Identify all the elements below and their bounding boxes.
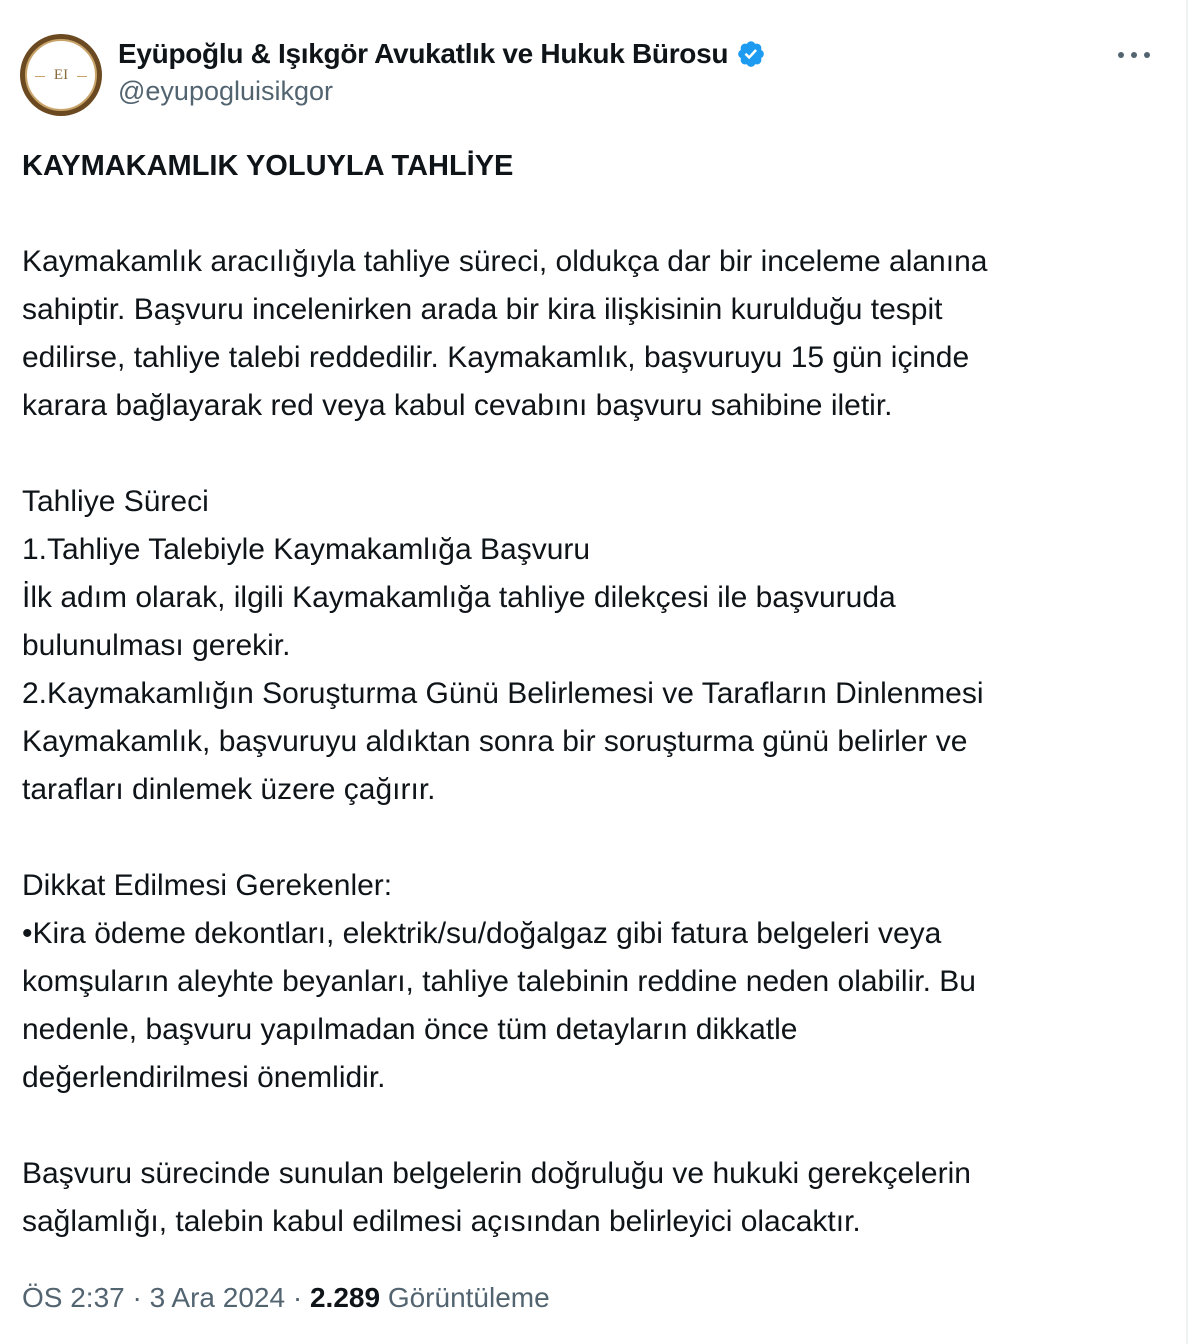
tweet-text [22, 142, 1172, 1246]
tweet-title: KAYMAKAMLIK YOLUYLA TAHLİYE [22, 150, 514, 182]
tweet-line [22, 1102, 1172, 1150]
tweet-line: Tahliye Süreci [22, 485, 209, 518]
verified-badge-icon[interactable] [736, 39, 766, 69]
tweet-line: 2.Kaymakamlığın Soruşturma Günü Belirlemesi ve Tarafların Dinlenmesi [22, 677, 984, 710]
meta-separator: · [285, 1282, 310, 1313]
tweet-date[interactable]: 3 Ara 2024 [149, 1282, 286, 1313]
avatar-decoration [77, 76, 87, 77]
tweet-line: Kaymakamlık aracılığıyla tahliye süreci, oldukça dar bir inceleme alanına [22, 245, 988, 278]
tweet-line: karara bağlayarak red veya kabul cevabını başvuru sahibine iletir. [22, 389, 893, 422]
tweet-line: Kaymakamlık, başvuruyu aldıktan sonra bir soruşturma günü belirler ve [22, 725, 968, 758]
blank-line [22, 190, 1172, 238]
author-handle[interactable]: @eyupogluisikgor [118, 76, 334, 106]
views-label: Görüntüleme [387, 1282, 550, 1313]
tweet-meta [22, 1276, 550, 1320]
avatar-monogram: EI [53, 66, 69, 83]
dot [1144, 52, 1150, 58]
views-count: 2.289 [309, 1282, 381, 1313]
tweet-line: edilirse, tahliye talebi reddedilir. Kaymakamlık, başvuruyu 15 gün içinde [22, 341, 970, 374]
avatar-ring [25, 39, 97, 111]
tweet-line: tarafları dinlemek üzere çağırır. [22, 773, 436, 806]
author-name-row [118, 34, 766, 74]
tweet-line: bulunulması gerekir. [22, 629, 291, 662]
tweet-line: Dikkat Edilmesi Gerekenler: [22, 869, 393, 902]
tweet-line: nedenle, başvuru yapılmadan önce tüm detayların dikkatle [22, 1013, 798, 1046]
author-display-name[interactable]: Eyüpoğlu & Işıkgör Avukatlık ve Hukuk Bürosu [118, 38, 729, 69]
avatar-decoration [35, 76, 45, 77]
tweet-line: komşuların aleyhte beyanları, tahliye talebinin reddine neden olabilir. Bu [22, 965, 976, 998]
tweet-line [22, 814, 1172, 862]
more-options-icon[interactable] [1114, 40, 1154, 70]
dot [1131, 52, 1137, 58]
tweet-line: Başvuru sürecinde sunulan belgelerin doğruluğu ve hukuki gerekçelerin [22, 1157, 971, 1190]
tweet-line: 1.Tahliye Talebiyle Kaymakamlığa Başvuru [22, 533, 591, 566]
avatar[interactable] [20, 34, 102, 116]
tweet-line [22, 430, 1172, 478]
tweet-line: değerlendirilmesi önemlidir. [22, 1061, 386, 1094]
meta-separator: · [124, 1282, 150, 1313]
dot [1118, 52, 1124, 58]
tweet-line: •Kira ödeme dekontları, elektrik/su/doğalgaz gibi fatura belgeleri veya [22, 917, 942, 950]
tweet-time[interactable]: ÖS 2:37 [22, 1282, 125, 1313]
tweet-line: sahiptir. Başvuru incelenirken arada bir kira ilişkisinin kurulduğu tespit [22, 293, 943, 326]
tweet-line: sağlamlığı, talebin kabul edilmesi açısından belirleyici olacaktır. [22, 1205, 861, 1238]
tweet-line: İlk adım olarak, ilgili Kaymakamlığa tahliye dilekçesi ile başvuruda [22, 581, 896, 614]
